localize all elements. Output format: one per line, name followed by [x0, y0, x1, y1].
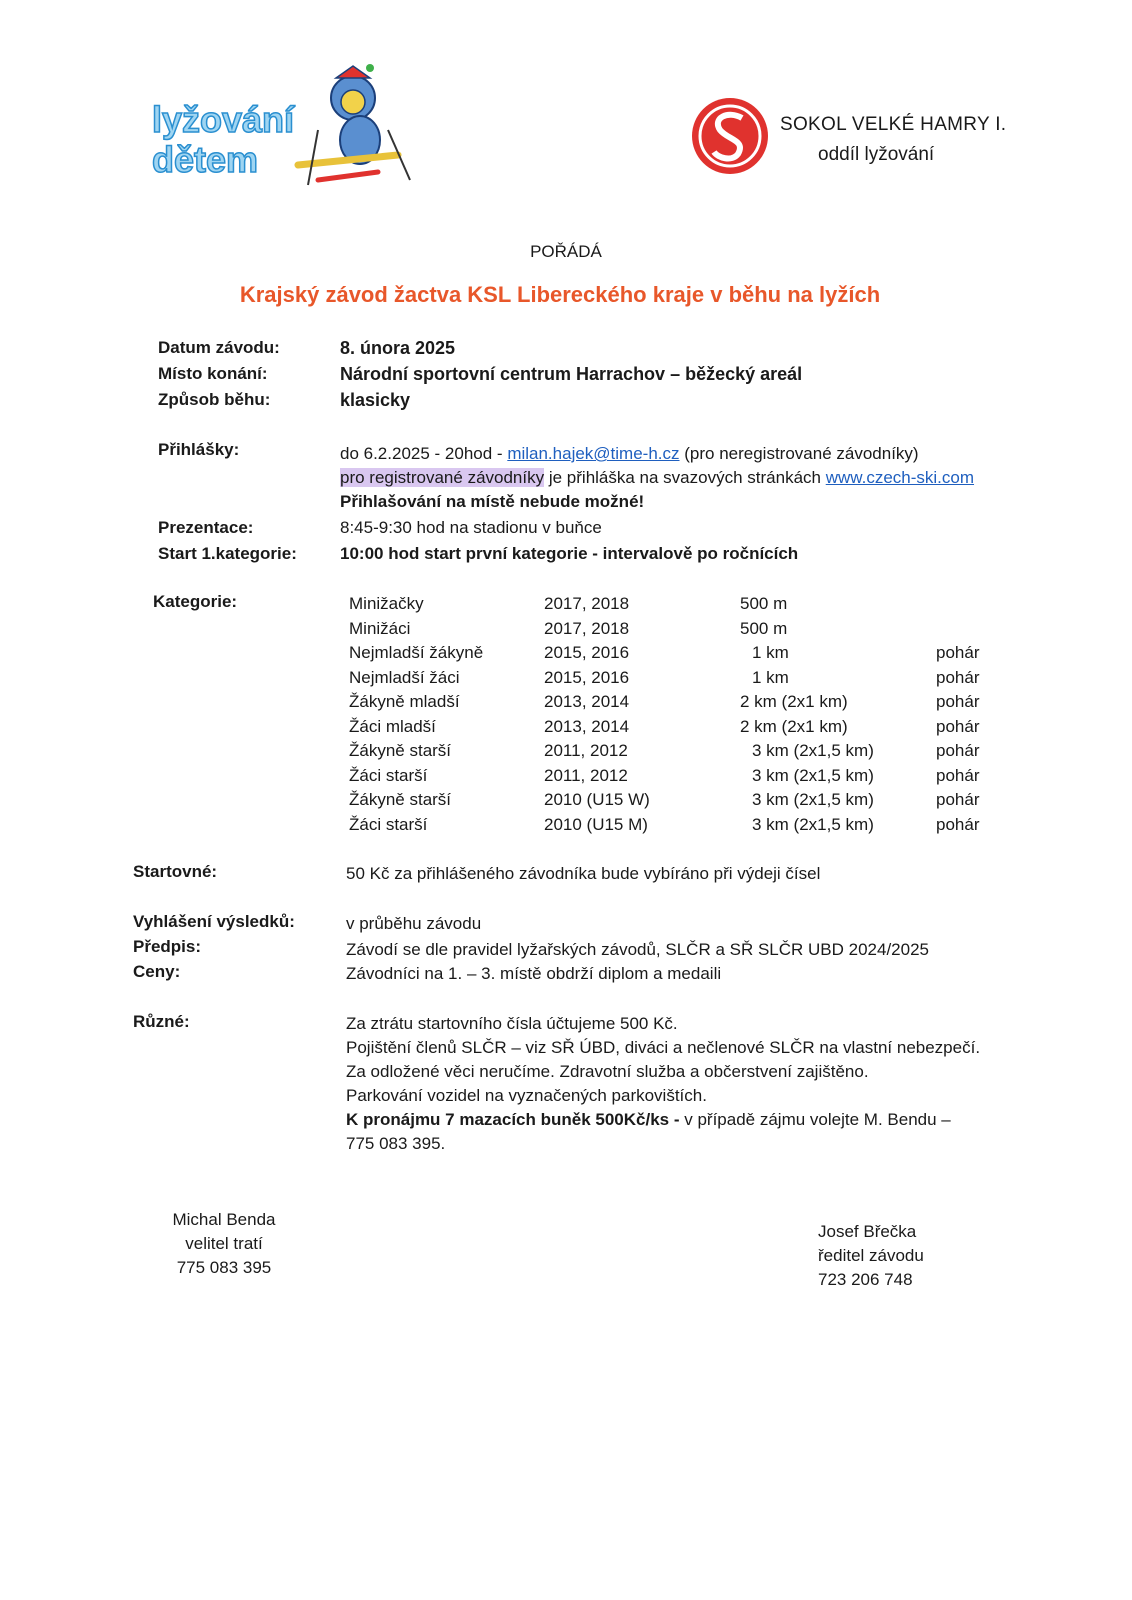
- style-value: klasicky: [340, 390, 411, 410]
- category-distance: 3 km (2x1,5 km): [752, 765, 874, 785]
- start-label: Start 1.kategorie:: [158, 544, 297, 563]
- results-label: Vyhlášení výsledků:: [133, 912, 295, 931]
- category-row: [0, 741, 1132, 765]
- category-years: 2017, 2018: [544, 618, 630, 638]
- signature-left: [164, 1210, 284, 1278]
- category-name: Minižačky: [349, 594, 424, 613]
- rules-value: Závodí se dle pravidel lyžařských závodů, SLČR a SŘ SLČR UBD 2024/2025: [346, 940, 930, 959]
- category-years: 2013, 2014: [544, 692, 630, 711]
- category-years: 2010 (U15 W): [544, 790, 650, 809]
- place-value: Národní sportovní centrum Harrachov – běžecký areál: [340, 364, 803, 384]
- left-phone: 775 083 395: [176, 1258, 272, 1277]
- misc-line4: Parkování vozidel na vyznačených parkovištích.: [346, 1086, 707, 1105]
- category-distance: 500 m: [740, 594, 788, 613]
- category-distance: 1 km: [752, 643, 789, 662]
- misc-line1: Za ztrátu startovního čísla účtujeme 500 Kč.: [346, 1014, 678, 1033]
- category-prize: pohár: [936, 716, 980, 736]
- prizes-value: Závodníci na 1. – 3. místě obdrží diplom a medaili: [346, 964, 722, 983]
- category-name: Žákyně starší: [349, 790, 452, 809]
- presentation-value: 8:45-9:30 hod na stadionu v buňce: [340, 518, 602, 537]
- entries-mid: je přihláška na svazových stránkách: [548, 468, 821, 487]
- category-distance: 1 km: [752, 667, 789, 687]
- presentation-label: Prezentace:: [158, 518, 254, 537]
- prizes-label: Ceny:: [133, 962, 181, 981]
- category-prize: pohár: [936, 741, 980, 760]
- category-prize: pohár: [936, 765, 980, 785]
- signature-right: [818, 1222, 958, 1290]
- sokol-logo: [690, 96, 1020, 186]
- misc-line5-rest: v případě zájmu volejte M. Bendu –: [684, 1110, 951, 1129]
- misc-line6: 775 083 395.: [346, 1134, 446, 1153]
- lyzovani-detem-logo: [148, 60, 428, 200]
- page-title: Krajský závod žactva KSL Libereckého kraje v běhu na lyžích: [239, 282, 881, 307]
- categories-table: [0, 594, 1132, 844]
- entries-line1: [340, 444, 919, 464]
- misc-line3: Za odložené věci neručíme. Zdravotní služba a občerstvení zajištěno.: [346, 1062, 869, 1081]
- date-label: Datum závodu:: [158, 338, 280, 357]
- style-label: Způsob běhu:: [158, 390, 271, 409]
- category-row: [0, 717, 1132, 741]
- date-value: 8. února 2025: [340, 338, 456, 358]
- fee-label: Startovné:: [133, 862, 218, 881]
- category-row: [0, 790, 1132, 814]
- category-distance: 2 km (2x1 km): [740, 716, 848, 736]
- place-label: Místo konání:: [158, 364, 268, 383]
- category-distance: 500 m: [740, 618, 788, 638]
- category-name: Žáci starší: [349, 765, 428, 785]
- entries-line2: [340, 468, 974, 488]
- fee-value: 50 Kč za přihlášeného závodníka bude vybíráno při výdeji čísel: [346, 864, 821, 883]
- entries-onsite-note: Přihlašování na místě nebude možné!: [340, 492, 645, 511]
- category-years: 2015, 2016: [544, 643, 630, 662]
- category-row: [0, 643, 1132, 667]
- category-years: 2010 (U15 M): [544, 814, 648, 834]
- misc-line5-bold: K pronájmu 7 mazacích buněk 500Kč/ks -: [346, 1110, 680, 1129]
- category-distance: 2 km (2x1 km): [740, 692, 848, 711]
- category-years: 2013, 2014: [544, 716, 630, 736]
- right-phone: 723 206 748: [818, 1270, 913, 1289]
- entries-deadline: do 6.2.2025 - 20hod -: [340, 444, 503, 463]
- category-years: 2011, 2012: [544, 741, 628, 760]
- category-name: Nejmladší žákyně: [349, 643, 484, 662]
- category-prize: pohár: [936, 643, 980, 662]
- category-distance: 3 km (2x1,5 km): [752, 814, 874, 834]
- mascot-icon: [298, 64, 410, 185]
- results-value: v průběhu závodu: [346, 914, 482, 933]
- category-row: [0, 619, 1132, 643]
- category-row: [0, 692, 1132, 716]
- czech-ski-link[interactable]: www.czech-ski.com: [825, 468, 975, 487]
- categories-label: Kategorie:: [153, 592, 238, 611]
- rules-label: Předpis:: [133, 937, 202, 956]
- category-row: [0, 815, 1132, 839]
- entries-label: Přihlášky:: [158, 440, 240, 459]
- misc-line2: Pojištění členů SLČR – viz SŘ ÚBD, diváci a nečlenové SLČR na vlastní nebezpečí.: [346, 1038, 981, 1057]
- category-name: Žákyně starší: [349, 741, 452, 760]
- entries-highlight: pro registrované závodníky: [340, 468, 545, 487]
- sokol-emblem-icon: [690, 96, 770, 176]
- category-row: [0, 668, 1132, 692]
- category-name: Žáci mladší: [349, 716, 436, 736]
- right-name: Josef Břečka: [818, 1222, 917, 1241]
- category-row: [0, 766, 1132, 790]
- org-division: oddíl lyžování: [818, 144, 935, 165]
- right-role: ředitel závodu: [818, 1246, 924, 1265]
- category-name: Nejmladší žáci: [349, 667, 460, 687]
- misc-label: Různé:: [133, 1012, 190, 1031]
- category-years: 2015, 2016: [544, 667, 630, 687]
- logo-text-line1: lyžování: [152, 99, 295, 140]
- category-distance: 3 km (2x1,5 km): [752, 790, 874, 809]
- category-distance: 3 km (2x1,5 km): [752, 741, 874, 760]
- category-prize: pohár: [936, 667, 980, 687]
- category-prize: pohár: [936, 692, 980, 711]
- category-prize: pohár: [936, 814, 980, 834]
- logo-text-line2: dětem: [152, 139, 259, 180]
- category-years: 2017, 2018: [544, 594, 630, 613]
- category-prize: pohár: [936, 790, 980, 809]
- category-name: Žákyně mladší: [349, 692, 460, 711]
- entries-email-link[interactable]: milan.hajek@time-h.cz: [507, 444, 680, 463]
- left-role: velitel tratí: [185, 1234, 263, 1253]
- start-value: 10:00 hod start první kategorie - intervalově po ročnících: [340, 544, 799, 563]
- category-name: Žáci starší: [349, 814, 428, 834]
- entries-note: (pro neregistrované závodníky): [684, 444, 919, 463]
- left-name: Michal Benda: [172, 1210, 276, 1229]
- misc-line5: [346, 1110, 951, 1130]
- org-name: SOKOL VELKÉ HAMRY I.: [780, 114, 1007, 135]
- category-name: Minižáci: [349, 618, 411, 638]
- category-row: [0, 594, 1132, 618]
- category-years: 2011, 2012: [544, 765, 628, 785]
- organizer-label: POŘÁDÁ: [530, 242, 602, 261]
